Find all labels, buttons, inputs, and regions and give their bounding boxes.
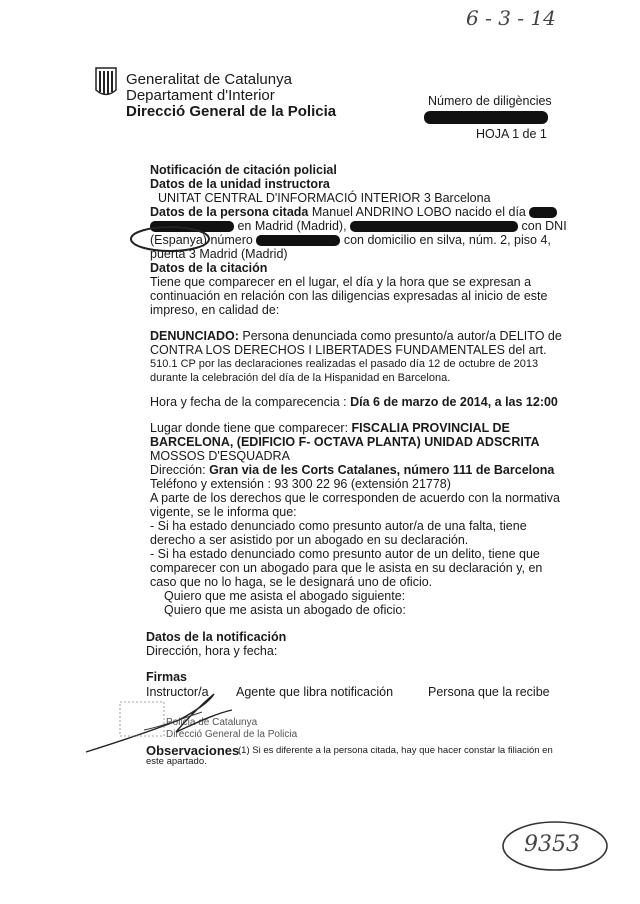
abogado-oficio: Quiero que me asista un abogado de oficio: [164,603,406,617]
lugar-value-2: BARCELONA, (EDIFICIO F- OCTAVA PLANTA) UNIDAD ADSCRITA [150,435,540,449]
hoja-label: HOJA 1 de 1 [476,127,547,141]
denunciado-line-1 [150,329,562,344]
denunciado-line-2: CONTRA LOS DERECHOS I LIBERTADES FUNDAMENTALES del art. [150,343,547,357]
firma-persona: Persona que la recibe [428,685,550,699]
lugar-value-3: MOSSOS D'ESQUADRA [150,449,290,463]
redaction [424,111,548,124]
persona-domicilio: con domicilio en silva, núm. 2, piso 4, [343,233,551,247]
firmas-heading: Firmas [146,670,187,684]
stamp-line-1: Policia de Catalunya [166,717,258,728]
persona-numero: número [210,233,253,247]
persona-name: Manuel ANDRINO LOBO nacido el día [311,205,526,219]
delito-line-3: caso que no lo haga, se le designará uno de oficio. [150,575,433,589]
falta-line-1: - Si ha estado denunciado como presunto autor/a de una falta, tiene [150,519,527,533]
obs-label: Observaciones [146,743,240,758]
handwritten-number: 9353 [524,832,580,857]
hora-line [150,395,558,410]
persona-line-4: puerta 3 Madrid (Madrid) [150,247,288,261]
abogado-siguiente: Quiero que me asista el abogado siguiente: [164,589,406,603]
delito-line-1: - Si ha estado denunciado como presunto autor de un delito, tiene que [150,547,540,561]
lugar-line-1 [150,421,510,436]
telefono: Teléfono y extensión : 93 300 22 96 (extensión 21778) [150,477,451,491]
citacion-line-2: continuación en relación con las diligencias expresadas al inicio de este [150,289,548,303]
lugar-value-1: FISCALIA PROVINCIAL DE [351,421,510,435]
org-line-2: Departament d'Interior [126,87,275,104]
redaction [256,235,340,246]
citacion-heading: Datos de la citación [150,261,268,275]
denunciado-line-3: 510.1 CP por las declaraciones realizadas el pasado día 12 de octubre de 2013 [150,358,539,370]
persona-dni-label: con DNI [521,219,567,233]
hora-label: Hora y fecha de la comparecencia : [150,395,347,409]
obs-text: (1) Si es diferente a la persona citada, hay que hacer constar la filiación en [238,745,553,756]
redaction [529,207,557,218]
persona-country: (Espanya) [150,233,207,247]
generalitat-logo-icon [94,66,118,100]
falta-line-2: derecho a ser asistido por un abogado en su declaración. [150,533,469,547]
persona-heading: Datos de la persona citada [150,205,309,219]
denunciado-label: DENUNCIADO: [150,329,239,343]
denunciado-text: Persona denunciada como presunto/a autor/a DELITO de [242,329,562,343]
citacion-line-1: Tiene que comparecer en el lugar, el día y la hora que se expresan a [150,275,532,289]
direccion-value: Gran via de les Corts Catalanes, número 111 de Barcelona [209,463,555,477]
notif-text: Dirección, hora y fecha: [146,644,278,658]
obs-text-2: este apartado. [146,756,207,767]
lugar-label: Lugar donde tiene que comparecer: [150,421,349,435]
direccion-label: Dirección: [150,463,206,477]
delito-line-2: comparecer con un abogado para que le asista en su declaración y, en [150,561,543,575]
persona-line-2 [150,219,567,234]
stamp-line-2: Direcció General de la Policia [166,729,298,740]
doc-title: Notificación de citación policial [150,163,337,177]
denunciado-line-4: durante la celebración del día de la Hispanidad en Barcelona. [150,372,451,384]
persona-birthplace: en Madrid (Madrid), [237,219,347,233]
derechos-line-2: vigente, se le informa que: [150,505,297,519]
direccion-line [150,463,554,478]
handwritten-date: 6 - 3 - 14 [466,6,556,30]
unidad-text: UNITAT CENTRAL D'INFORMACIÓ INTERIOR 3 Barcelona [158,191,491,205]
persona-line-1 [150,205,557,220]
org-line-1: Generalitat de Catalunya [126,71,292,88]
diligencias-label: Número de diligències [428,94,552,108]
org-line-3: Direcció General de la Policia [126,103,337,120]
citacion-line-3: impreso, en calidad de: [150,303,280,317]
hora-value: Día 6 de marzo de 2014, a las 12:00 [350,395,558,409]
firma-agente: Agente que libra notificación [236,685,394,699]
firma-instructor: Instructor/a [146,685,209,699]
redaction [350,221,518,232]
unidad-heading: Datos de la unidad instructora [150,177,330,191]
derechos-line-1: A parte de los derechos que le corresponden de acuerdo con la normativa [150,491,560,505]
notif-heading: Datos de la notificación [146,630,287,644]
